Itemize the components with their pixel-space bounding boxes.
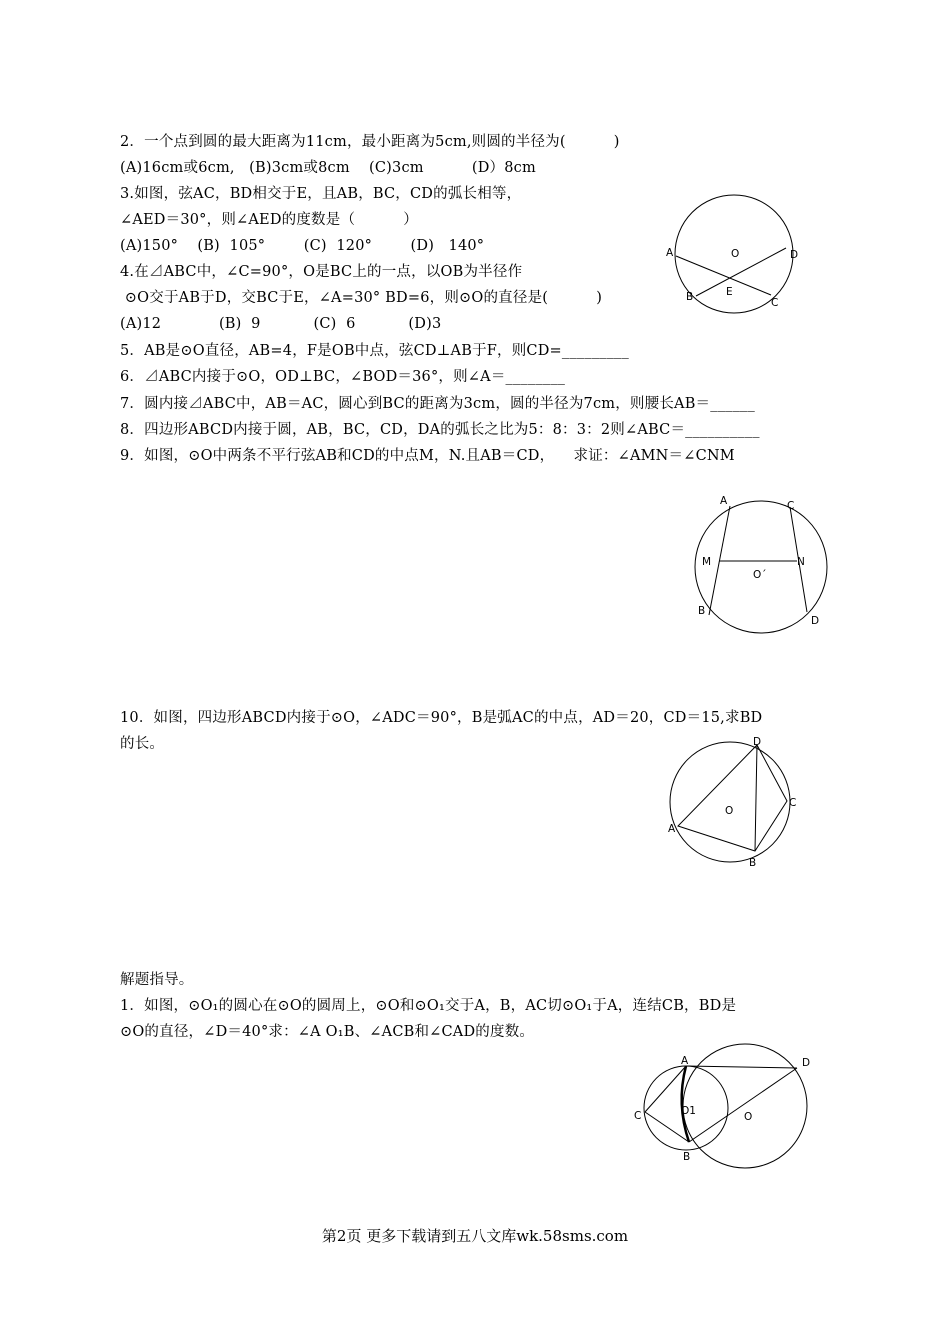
text-line: (A)16cm或6cm, (B)3cm或8cm (C)3cm (D）8cm bbox=[120, 160, 536, 176]
label-a: A bbox=[681, 1055, 689, 1067]
chord-ac bbox=[676, 256, 771, 295]
label-d: D bbox=[790, 249, 799, 261]
circle-o bbox=[695, 501, 827, 633]
text-line: (A)12 (B) 9 (C) 6 (D)3 bbox=[120, 316, 442, 332]
label-o: O bbox=[731, 248, 740, 260]
quad-abcd bbox=[678, 745, 787, 851]
circle-o bbox=[670, 742, 790, 862]
label-a: A bbox=[666, 247, 674, 259]
label-n: N bbox=[797, 556, 805, 568]
text-line: 解题指导。 bbox=[120, 972, 194, 988]
label-c: C bbox=[771, 297, 779, 309]
label-b: B bbox=[749, 857, 757, 869]
label-o: O´ bbox=[753, 569, 767, 581]
text-line: ∠AED＝30°，则∠AED的度数是（ ） bbox=[120, 212, 418, 228]
diagonal-bd bbox=[755, 745, 757, 851]
figure-chords-intersecting bbox=[660, 190, 810, 320]
segment-ad bbox=[686, 1066, 797, 1068]
label-d: D bbox=[802, 1057, 811, 1069]
label-e: E bbox=[726, 286, 733, 298]
label-d: D bbox=[811, 615, 820, 627]
label-c: C bbox=[789, 797, 797, 809]
text-line: 1．如图，⊙O₁的圆心在⊙O的圆周上，⊙O和⊙O₁交于A，B，AC切⊙O₁于A，连结CB，BD是 bbox=[120, 998, 737, 1014]
segment-ac bbox=[645, 1066, 686, 1112]
figure-two-circles bbox=[630, 1040, 830, 1180]
segment-bd bbox=[689, 1068, 797, 1142]
chord-bd bbox=[696, 248, 786, 296]
label-b: B bbox=[686, 291, 694, 303]
text-line: 2．一个点到圆的最大距离为11cm，最小距离为5cm,则圆的半径为( ) bbox=[120, 134, 620, 150]
text-line: 3.如图，弦AC，BD相交于E，且AB，BC，CD的弧长相等， bbox=[120, 186, 522, 202]
label-c: C bbox=[634, 1110, 642, 1122]
label-a: A bbox=[720, 495, 728, 507]
text-line: 9．如图，⊙O中两条不平行弦AB和CD的中点M，N.且AB＝CD， 求证：∠AMN＝∠CNM bbox=[120, 448, 735, 464]
text-line: 的长。 bbox=[120, 736, 165, 752]
label-o: O bbox=[725, 805, 734, 817]
label-o1: O1 bbox=[681, 1105, 696, 1117]
text-line: ⊙O交于AB于D，交BC于E，∠A=30° BD=6，则⊙O的直径是( ) bbox=[120, 290, 603, 306]
text-line: 5．AB是⊙O直径，AB=4，F是OB中点，弦CD⊥AB于F，则CD=_________ bbox=[120, 343, 629, 359]
text-line: (A)150° (B) 105° (C) 120° (D) 140° bbox=[120, 238, 485, 254]
page-footer: 第2页 更多下载请到五八文库wk.58sms.com bbox=[321, 1227, 629, 1245]
label-o: O bbox=[744, 1111, 753, 1123]
text-line: ⊙O的直径，∠D＝40°求：∠A O₁B、∠ACB和∠CAD的度数。 bbox=[120, 1024, 535, 1040]
text-line: 8．四边形ABCD内接于圆，AB，BC，CD，DA的弧长之比为5：8：3：2则∠ABC＝__________ bbox=[120, 422, 760, 438]
label-m: M bbox=[702, 556, 712, 568]
text-line: 7．圆内接⊿ABC中，AB＝AC，圆心到BC的距离为3cm，圆的半径为7cm，则腰长AB＝______ bbox=[120, 396, 755, 412]
figure-chords-midpoints bbox=[685, 490, 845, 640]
label-b: B bbox=[698, 605, 706, 617]
label-d: D bbox=[753, 736, 762, 748]
text-line: 6．⊿ABC内接于⊙O，OD⊥BC，∠BOD＝36°，则∠A＝________ bbox=[120, 369, 566, 385]
label-b: B bbox=[683, 1151, 691, 1163]
label-a: A bbox=[668, 823, 676, 835]
text-line: 4.在⊿ABC中，∠C=90°，O是BC上的一点，以OB为半径作 bbox=[120, 264, 523, 280]
figure-cyclic-quadrilateral bbox=[660, 735, 810, 875]
text-line: 10．如图，四边形ABCD内接于⊙O，∠ADC＝90°，B是弧AC的中点，AD＝20，CD＝15,求BD bbox=[120, 710, 763, 726]
circle-o bbox=[683, 1044, 807, 1168]
label-c: C bbox=[787, 500, 795, 512]
